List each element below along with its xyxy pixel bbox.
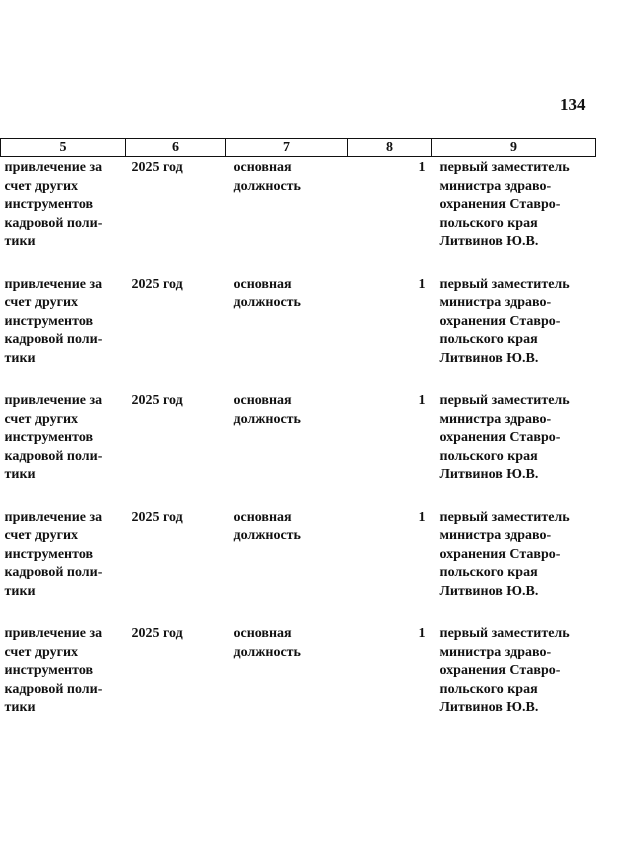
position-type-cell: [226, 507, 348, 624]
year-cell: 2025 год: [131, 393, 183, 408]
table-body: [1, 157, 596, 740]
page-number: 134: [560, 95, 586, 114]
table-row: [1, 274, 596, 391]
table-row: [1, 623, 596, 740]
measure-cell: [1, 390, 126, 507]
responsible-line: польского края: [439, 215, 538, 231]
responsible-cell: [432, 274, 596, 391]
responsible-line: министра здраво-: [439, 528, 552, 543]
column-header-5: 5: [1, 139, 126, 157]
document-table: [0, 138, 596, 740]
responsible-line: охранения Ставро-: [439, 546, 561, 562]
responsible-cell: [432, 507, 596, 624]
table-row: [1, 507, 596, 624]
measure-line: тики: [4, 467, 36, 482]
table-header-row: [1, 139, 596, 157]
measure-line: тики: [4, 700, 36, 715]
count-cell: 1: [418, 276, 426, 292]
responsible-line: польского края: [439, 565, 538, 580]
count-cell: 1: [418, 393, 426, 408]
responsible-cell: [432, 157, 596, 274]
position-type-line: основная: [233, 626, 292, 641]
year-cell: 2025 год: [131, 626, 183, 641]
measure-line: счет других: [4, 528, 79, 543]
measure-cell: [1, 623, 126, 740]
measure-line: инструментов: [4, 197, 94, 212]
responsible-line: охранения Ставро-: [439, 430, 561, 445]
responsible-line: министра здраво-: [439, 295, 552, 310]
measure-line: счет других: [4, 411, 79, 427]
position-type-cell: [226, 157, 348, 274]
column-header-7: 7: [226, 139, 348, 157]
responsible-line: Литвинов Ю.В.: [439, 583, 539, 599]
responsible-line: охранения Ставро-: [439, 313, 561, 329]
position-type-line: должность: [233, 178, 301, 194]
column-header-9: 9: [432, 139, 596, 157]
responsible-line: министра здраво-: [439, 644, 552, 660]
responsible-line: первый заместитель: [439, 626, 570, 641]
measure-line: кадровой поли-: [4, 565, 103, 580]
responsible-line: первый заместитель: [439, 393, 570, 408]
measure-line: привлечение за: [4, 509, 103, 525]
responsible-cell: [432, 623, 596, 740]
responsible-cell: [432, 390, 596, 507]
position-type-line: основная: [233, 276, 292, 292]
position-type-line: должность: [233, 528, 301, 543]
measure-line: тики: [4, 583, 36, 599]
measure-line: инструментов: [4, 430, 94, 445]
measure-line: кадровой поли-: [4, 215, 103, 231]
count-cell: 1: [418, 509, 426, 525]
table-row: [1, 390, 596, 507]
responsible-line: охранения Ставро-: [439, 663, 561, 678]
responsible-line: польского края: [439, 681, 538, 697]
position-type-line: должность: [233, 644, 301, 660]
position-type-line: должность: [233, 295, 301, 310]
responsible-line: первый заместитель: [439, 160, 570, 175]
measure-line: тики: [4, 234, 36, 249]
column-header-6: 6: [126, 139, 226, 157]
responsible-line: польского края: [439, 448, 538, 464]
position-type-cell: [226, 390, 348, 507]
measure-cell: [1, 157, 126, 274]
measure-line: кадровой поли-: [4, 448, 103, 464]
responsible-line: Литвинов Ю.В.: [439, 350, 539, 366]
measure-line: привлечение за: [4, 276, 103, 292]
measure-line: тики: [4, 350, 36, 366]
measure-line: кадровой поли-: [4, 681, 103, 697]
year-cell: 2025 год: [131, 509, 183, 525]
count-cell: 1: [418, 160, 426, 175]
measure-line: счет других: [4, 178, 79, 194]
year-cell: 2025 год: [131, 276, 183, 292]
position-type-cell: [226, 623, 348, 740]
position-type-line: должность: [233, 411, 301, 427]
measure-line: кадровой поли-: [4, 332, 103, 347]
responsible-line: первый заместитель: [439, 509, 570, 525]
position-type-line: основная: [233, 509, 292, 525]
measure-cell: [1, 274, 126, 391]
measure-line: счет других: [4, 295, 79, 310]
position-type-line: основная: [233, 393, 292, 408]
measure-line: счет других: [4, 644, 79, 660]
responsible-line: охранения Ставро-: [439, 197, 561, 212]
column-header-8: 8: [348, 139, 432, 157]
responsible-line: Литвинов Ю.В.: [439, 234, 539, 249]
responsible-line: министра здраво-: [439, 178, 552, 194]
measure-cell: [1, 507, 126, 624]
position-type-line: основная: [233, 160, 292, 175]
measure-line: инструментов: [4, 663, 94, 678]
responsible-line: польского края: [439, 332, 538, 347]
responsible-line: министра здраво-: [439, 411, 552, 427]
responsible-line: Литвинов Ю.В.: [439, 700, 539, 715]
responsible-line: первый заместитель: [439, 276, 570, 292]
measure-line: инструментов: [4, 313, 94, 329]
measure-line: привлечение за: [4, 626, 103, 641]
table-row: [1, 157, 596, 274]
position-type-cell: [226, 274, 348, 391]
year-cell: 2025 год: [131, 160, 183, 175]
measure-line: привлечение за: [4, 393, 103, 408]
measure-line: инструментов: [4, 546, 94, 562]
count-cell: 1: [418, 626, 426, 641]
responsible-line: Литвинов Ю.В.: [439, 467, 539, 482]
measure-line: привлечение за: [4, 160, 103, 175]
